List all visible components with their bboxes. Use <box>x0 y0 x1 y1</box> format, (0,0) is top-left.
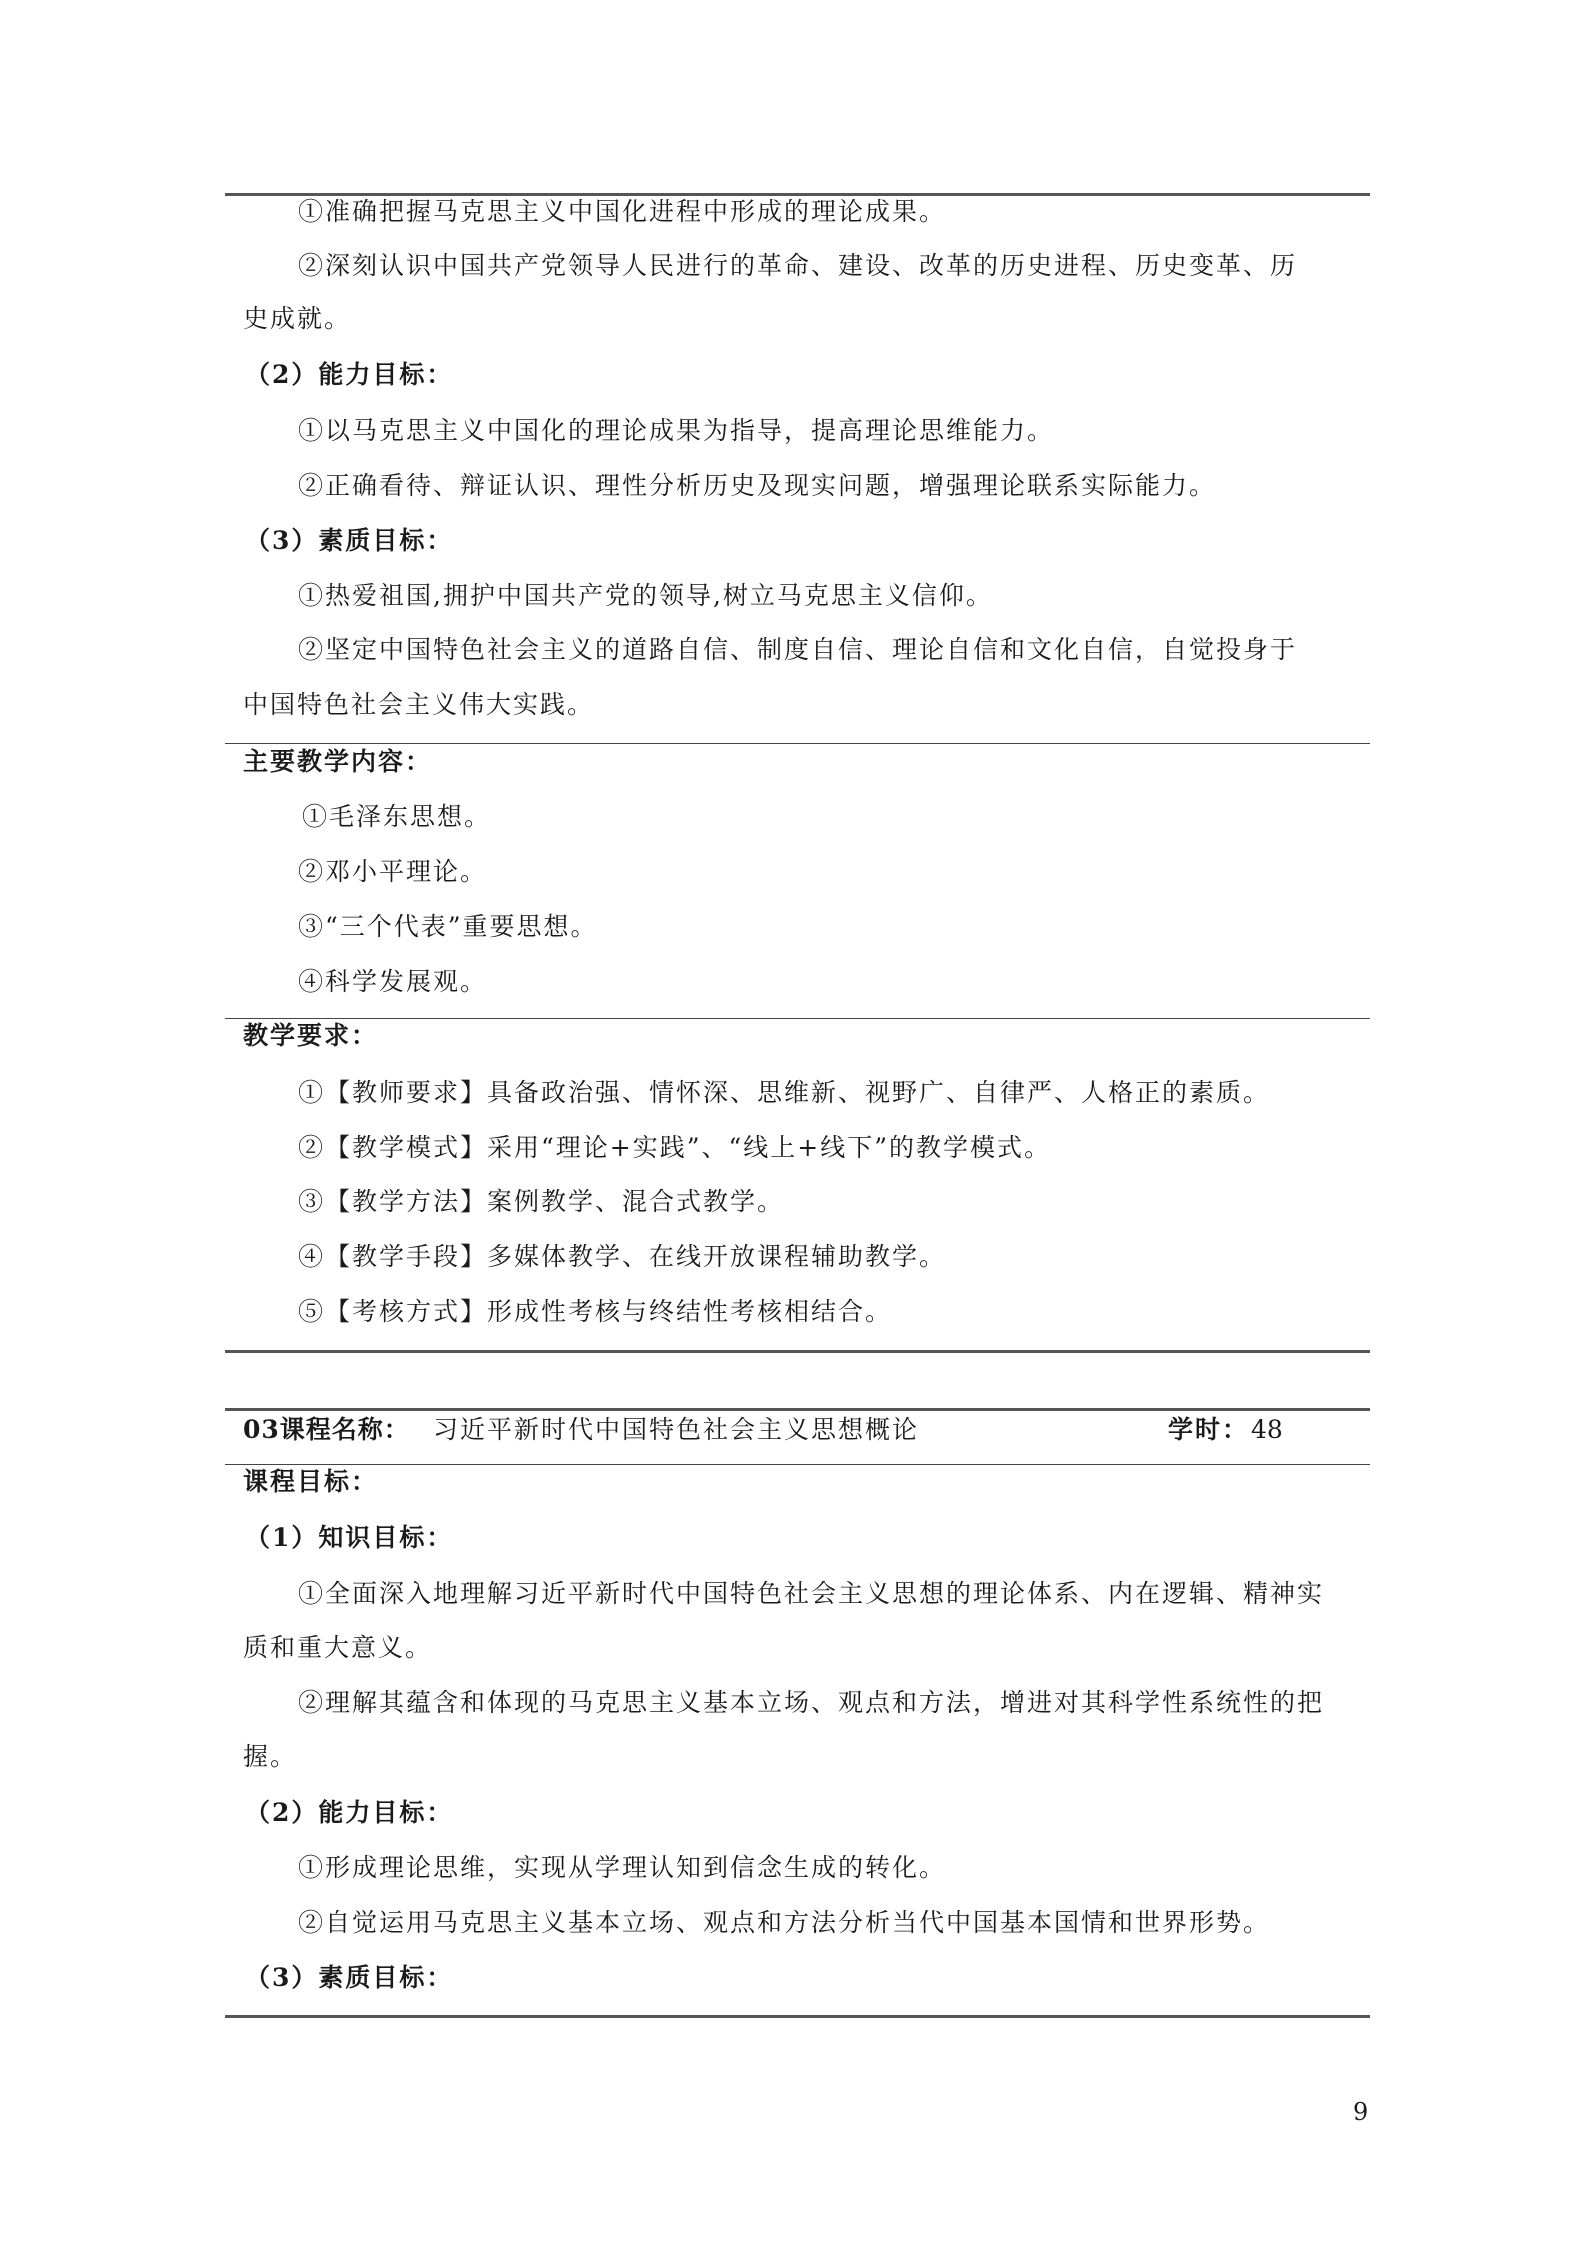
course-name-label: 03课程名称： <box>243 1415 410 1444</box>
content-item-2: ②邓小平理论。 <box>298 857 488 886</box>
ability2-item-2: ②自觉运用马克思主义基本立场、观点和方法分析当代中国基本国情和世界形势。 <box>298 1908 1271 1937</box>
knowledge-item-2-cont: 史成就。 <box>243 304 352 333</box>
content-item-1: ①毛泽东思想。 <box>302 802 492 831</box>
knowledge-item-2: ②深刻认识中国共产党领导人民进行的革命、建设、改革的历史进程、历史变革、历 <box>298 251 1298 280</box>
requirement-item-2: ②【教学模式】采用“理论+实践”、“线上+线下”的教学模式。 <box>298 1133 1052 1162</box>
ability-heading-2: （2）能力目标： <box>245 1798 454 1827</box>
requirement-item-4: ④【教学手段】多媒体教学、在线开放课程辅助教学。 <box>298 1242 947 1271</box>
course-name: 习近平新时代中国特色社会主义思想概论 <box>433 1415 920 1444</box>
course-goals-heading: 课程目标： <box>243 1467 379 1496</box>
quality-item-2-cont: 中国特色社会主义伟大实践。 <box>243 690 595 719</box>
ability-item-1: ①以马克思主义中国化的理论成果为指导，提高理论思维能力。 <box>298 416 1055 445</box>
course-header-divider <box>225 1464 1370 1465</box>
quality-item-2: ②坚定中国特色社会主义的道路自信、制度自信、理论自信和文化自信，自觉投身于 <box>298 635 1298 664</box>
requirement-item-1: ①【教师要求】具备政治强、情怀深、思维新、视野广、自律严、人格正的素质。 <box>298 1078 1271 1107</box>
quality-heading-2: （3）素质目标： <box>245 1963 454 1992</box>
knowledge2-item-2-cont: 握。 <box>243 1742 298 1771</box>
knowledge2-item-1-cont: 质和重大意义。 <box>243 1633 433 1662</box>
ability2-item-1: ①形成理论思维，实现从学理认知到信念生成的转化。 <box>298 1853 947 1882</box>
quality-item-1: ①热爱祖国,拥护中国共产党的领导,树立马克思主义信仰。 <box>298 581 993 610</box>
course-top-rule <box>225 1408 1370 1411</box>
quality-heading: （3）素质目标： <box>245 526 454 555</box>
course-header-row <box>243 1413 1353 1447</box>
page-number: 9 <box>1353 2098 1369 2126</box>
requirement-item-3: ③【教学方法】案例教学、混合式教学。 <box>298 1187 785 1216</box>
course-hours-value: 48 <box>1251 1415 1283 1444</box>
ability-heading: （2）能力目标： <box>245 360 454 389</box>
knowledge-item-1: ①准确把握马克思主义中国化进程中形成的理论成果。 <box>298 197 947 226</box>
ability-item-2: ②正确看待、辩证认识、理性分析历史及现实问题，增强理论联系实际能力。 <box>298 471 1217 500</box>
knowledge2-item-2: ②理解其蕴含和体现的马克思主义基本立场、观点和方法，增进对其科学性系统性的把 <box>298 1688 1325 1717</box>
content-item-3: ③“三个代表”重要思想。 <box>298 912 598 941</box>
content-item-4: ④科学发展观。 <box>298 967 488 996</box>
knowledge2-item-1: ①全面深入地理解习近平新时代中国特色社会主义思想的理论体系、内在逻辑、精神实 <box>298 1579 1325 1608</box>
requirement-item-5: ⑤【考核方式】形成性考核与终结性考核相结合。 <box>298 1297 893 1326</box>
knowledge-heading-2: （1）知识目标： <box>245 1523 454 1552</box>
section1-bottom-rule <box>225 1350 1370 1353</box>
requirements-heading: 教学要求： <box>243 1021 379 1050</box>
content-divider <box>225 743 1370 744</box>
content-heading: 主要教学内容： <box>243 747 433 776</box>
requirements-divider <box>225 1018 1370 1019</box>
bottom-rule <box>225 2015 1370 2018</box>
course-hours-label: 学时： <box>1168 1415 1250 1444</box>
